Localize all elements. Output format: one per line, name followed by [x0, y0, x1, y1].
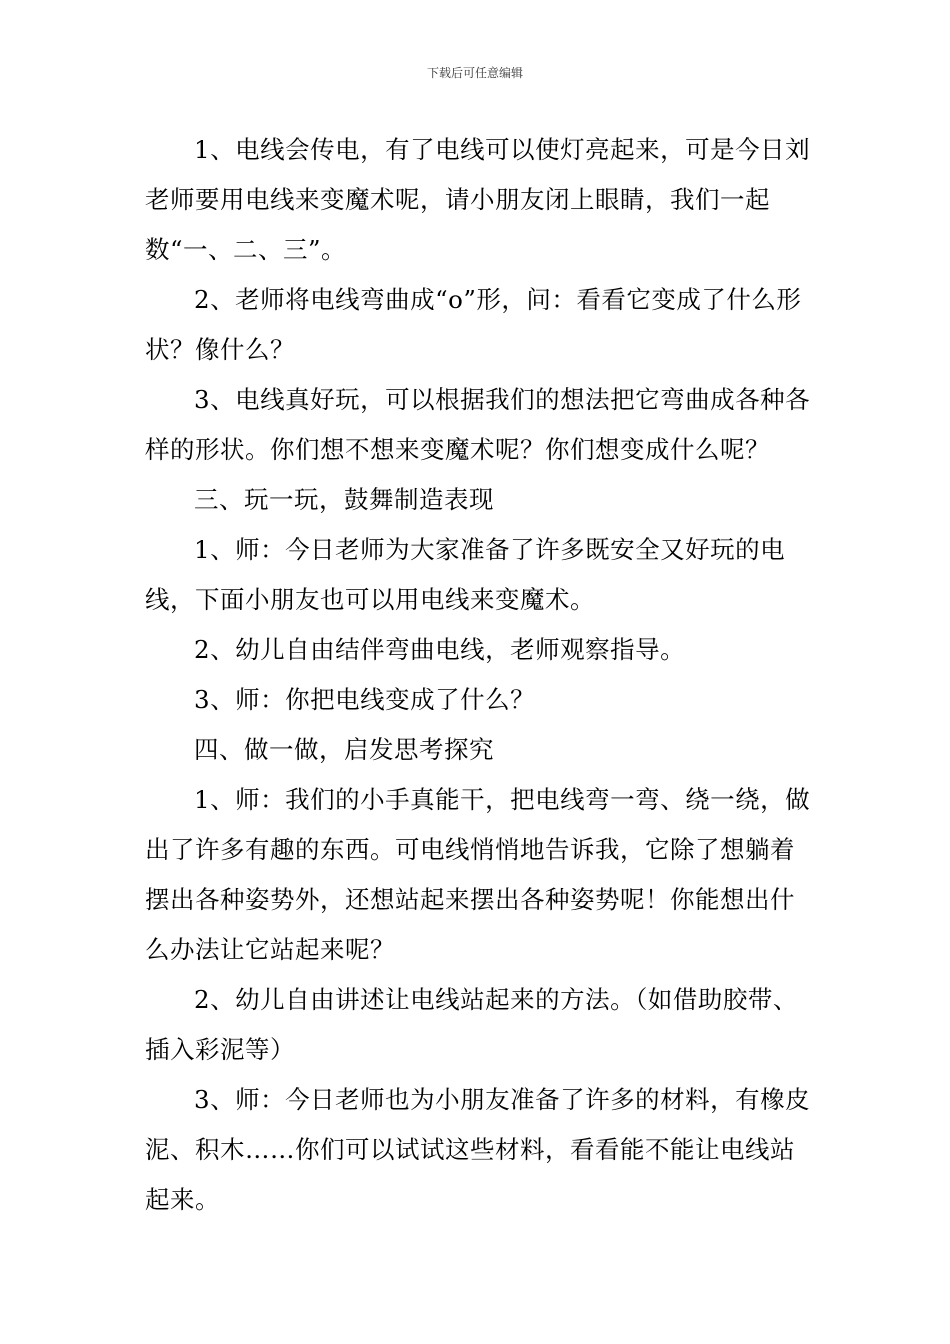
paragraph: 3、师：你把电线变成了什么？	[194, 685, 536, 714]
paragraph: 1、师：今日老师为大家准备了许多既安全又好玩的电线，下面小朋友也可以用电线来变魔术。	[145, 535, 786, 614]
paragraph: 1、电线会传电，有了电线可以使灯亮起来，可是今日刘老师要用电线来变魔术呢，请小朋友闭上眼睛，我们一起数“一、二、三”。	[145, 135, 811, 264]
document-body	[145, 125, 815, 1225]
paragraph: 2、幼儿自由讲述让电线站起来的方法。（如借助胶带、插入彩泥等）	[145, 985, 798, 1064]
section-heading: 四、做一做，启发思考探究	[194, 735, 494, 764]
paragraph: 3、师：今日老师也为小朋友准备了许多的材料，有橡皮泥、积木……你们可以试试这些材料，看看能不能让电线站起来。	[145, 1085, 811, 1214]
paragraph: 3、电线真好玩，可以根据我们的想法把它弯曲成各种各样的形状。你们想不想来变魔术呢？你们想变成什么呢？	[145, 385, 811, 464]
paragraph: 2、老师将电线弯曲成“o”形，问：看看它变成了什么形状？像什么？	[145, 285, 802, 364]
page-header: 下载后可任意编辑	[426, 66, 523, 80]
section-heading: 三、玩一玩，鼓舞制造表现	[194, 485, 494, 514]
paragraph: 1、师：我们的小手真能干，把电线弯一弯、绕一绕，做出了许多有趣的东西。可电线悄悄地告诉我，它除了想躺着摆出各种姿势外，还想站起来摆出各种姿势呢！你能想出什么办法让它站起来呢？	[145, 785, 811, 964]
paragraph: 2、幼儿自由结伴弯曲电线，老师观察指导。	[194, 635, 686, 664]
